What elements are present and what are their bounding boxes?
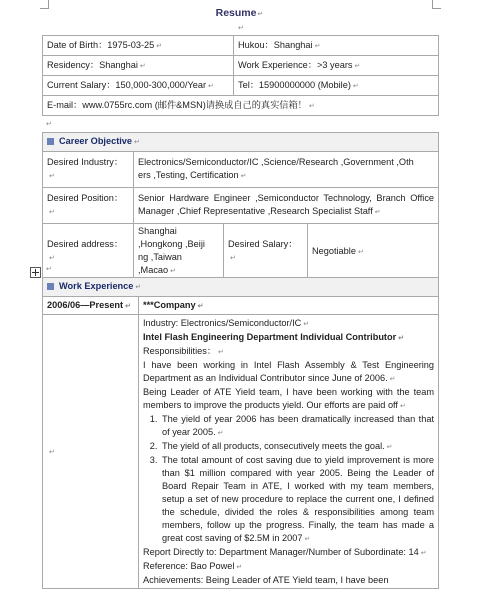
desired-address-label: Desired address：↵ (43, 224, 134, 280)
resume-title: Resume↵ (215, 7, 264, 19)
paragraph-mark: ↵ (46, 266, 52, 273)
table-row (43, 96, 439, 116)
paragraph-mark: ↵ (46, 121, 52, 128)
tel-cell: Tel：15900000000 (Mobile) ↵ (234, 76, 439, 96)
table-row (43, 297, 439, 315)
desired-position-value: Senior Hardware Engineer ,Semiconductor Technology, Branch Office Manager ,Chief Representative ,Research Specialist Staff ↵ (134, 188, 439, 224)
job-intro: I have been working in Intel Flash Assembly & Test Engineering Department as an Individual Contributor since June of 2006. ↵ (143, 360, 435, 383)
work-experience-years-cell: Work Experience：>3 years ↵ (234, 56, 439, 76)
career-objective-table (42, 132, 439, 280)
table-row (43, 152, 439, 188)
period-cell: 2006/06—Present ↵ (43, 297, 139, 315)
desired-address-value: Shanghai ,Hongkong ,Beiji ng ,Taiwan ,Macao ↵ (134, 224, 224, 280)
email-cell: E-mail：www.0755rc.com (邮件&MSN)请换成自己的真实信箱！ ↵ (43, 96, 439, 116)
section-bullet-icon (47, 283, 54, 290)
date-of-birth-cell: Date of Birth：1975-03-25 ↵ (43, 36, 234, 56)
list-item: 2. The yield of all products, consecutively meets the goal. ↵ (160, 440, 434, 454)
table-row (43, 188, 439, 224)
desired-salary-label: Desired Salary：↵ (224, 224, 308, 280)
job-industry: Industry: Electronics/Semiconductor/IC ↵ (143, 318, 310, 328)
hukou-cell: Hukou：Shanghai ↵ (234, 36, 439, 56)
table-row (43, 56, 439, 76)
job-position: Intel Flash Engineering Department Individual Contributor ↵ (143, 332, 405, 342)
section-bullet-icon (47, 138, 54, 145)
report-line: Report Directly to: Department Manager/Number of Subordinate: 14 ↵ (143, 547, 427, 557)
reference-line: Reference: Bao Powel ↵ (143, 561, 243, 571)
career-objective-heading: Career Objective (59, 136, 133, 146)
residency-cell: Residency：Shanghai ↵ (43, 56, 234, 76)
empty-cell: ↵ (43, 315, 139, 589)
table-row (43, 76, 439, 96)
desired-industry-value: Electronics/Semiconductor/IC ,Science/Research ,Government ,Oth ers ,Testing, Certification ↵ (134, 152, 439, 188)
responsibilities-label: Responsibilities： ↵ (143, 346, 224, 356)
table-row (43, 315, 439, 589)
table-row (43, 36, 439, 56)
desired-position-label: Desired Position：↵ (43, 188, 134, 224)
work-experience-table (42, 277, 439, 589)
work-experience-heading: Work Experience (59, 281, 134, 291)
job-leader-paragraph: Being Leader of ATE Yield team, I have been working with the team members to improve the products yield. Our efforts are paid off ↵ (143, 387, 435, 410)
achievement-list (143, 413, 434, 546)
personal-info-table (42, 35, 439, 116)
paragraph-mark: ↵ (238, 25, 244, 32)
company-cell: ***Company ↵ (139, 297, 439, 315)
section-header-row: Career Objective ↵ (43, 133, 439, 152)
current-salary-cell: Current Salary：150,000-300,000/Year ↵ (43, 76, 234, 96)
desired-salary-value: Negotiable ↵ (308, 224, 439, 280)
section-header-row: Work Experience ↵ (43, 278, 439, 297)
achievements-line: Achievements: Being Leader of ATE Yield team, I have been (143, 575, 389, 585)
list-item: 1. The yield of year 2006 has been dramatically increased than that of year 2005. ↵ (160, 413, 434, 440)
table-move-handle-icon[interactable] (30, 267, 41, 278)
table-row (43, 224, 439, 280)
list-item: 3. The total amount of cost saving due to yield improvement is more than $1 million compared with year 2005. Being the Leader of Board Repair Team in ATE, I worked with my team members, setup a set of new procedure to replace the current one, I defined the schedule, divided the roles & responsibilities among team members, follow up the progress. Finally, the team has made a great cost saving of $2.5M in 2007 ↵ (160, 454, 434, 546)
job-description-cell (139, 315, 439, 589)
desired-industry-label: Desired Industry：↵ (43, 152, 134, 188)
